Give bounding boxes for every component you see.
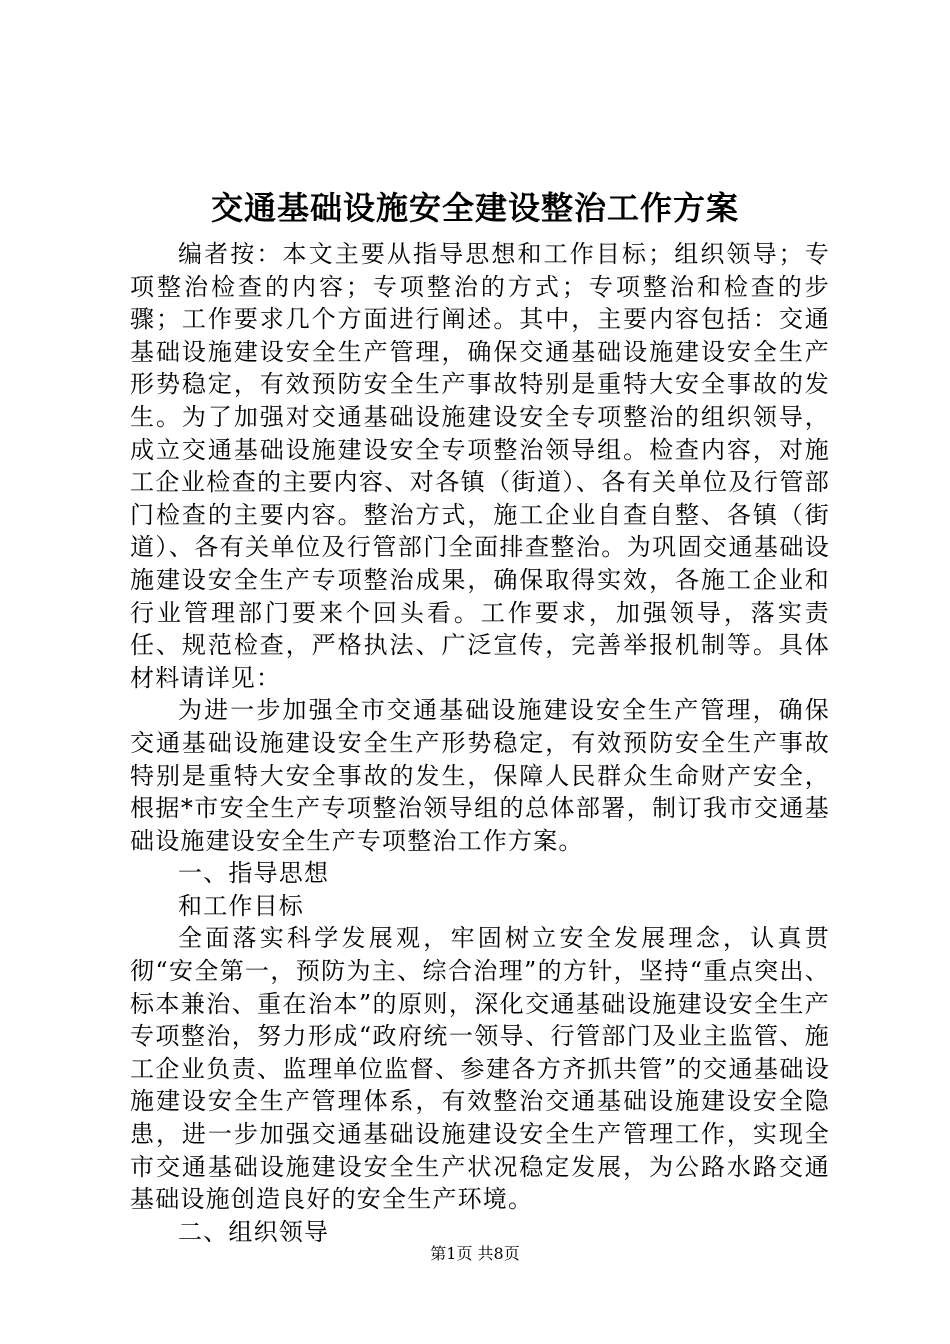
section-heading-guiding-thought: 一、指导思想 <box>178 859 330 888</box>
section-heading-organization: 二、组织领导 <box>178 1217 330 1246</box>
document-title: 交通基础设施安全建设整治工作方案 <box>210 189 739 227</box>
intro-paragraph: 为进一步加强全市交通基础设施建设安全生产管理，确保交通基础设施建设安全生产形势稳定，有效预防安全生产事故特别是重特大安全事故的发生，保障人民群众生命财产安全，根据*市安全生产专项整治领导组的总体部署，制订我市交通基础设施建设安全生产专项整治工作方案。 <box>130 696 830 855</box>
page-number-footer: 第1页 共8页 <box>430 1244 520 1263</box>
document-body <box>130 238 830 1248</box>
editor-note-paragraph: 编者按：本文主要从指导思想和工作目标；组织领导；专项整治检查的内容；专项整治的方式；专项整治和检查的步骤；工作要求几个方面进行阐述。其中，主要内容包括：交通基础设施建设安全生产管理，确保交通基础设施建设安全生产形势稳定，有效预防安全生产事故特别是重特大安全事故的发生。为了加强对交通基础设施建设安全专项整治的组织领导，成立交通基础设施建设安全专项整治领导组。检查内容，对施工企业检查的主要内容、对各镇（街道）、各有关单位及行管部门检查的主要内容。整治方式，施工企业自查自整、各镇（街道）、各有关单位及行管部门全面排查整治。为巩固交通基础设施建设安全生产专项整治成果，确保取得实效，各施工企业和行业管理部门要来个回头看。工作要求，加强领导，落实责任、规范检查，严格执法、广泛宣传，完善举报机制等。具体材料请详见： <box>130 240 830 692</box>
section-heading-work-goals: 和工作目标 <box>178 891 304 920</box>
guiding-thought-paragraph: 全面落实科学发展观，牢固树立安全发展理念，认真贯彻“安全第一，预防为主、综合治理”的方针，坚持“重点突出、标本兼治、重在治本”的原则，深化交通基础设施建设安全生产专项整治，努力形成“政府统一领导、行管部门及业主监管、施工企业负责、监理单位监督、参建各方齐抓共管”的交通基础设施建设安全生产管理体系，有效整治交通基础设施建设安全隐患，进一步加强交通基础设施建设安全生产管理工作，实现全市交通基础设施建设安全生产状况稳定发展，为公路水路交通基础设施创造良好的安全生产环境。 <box>130 924 830 1214</box>
